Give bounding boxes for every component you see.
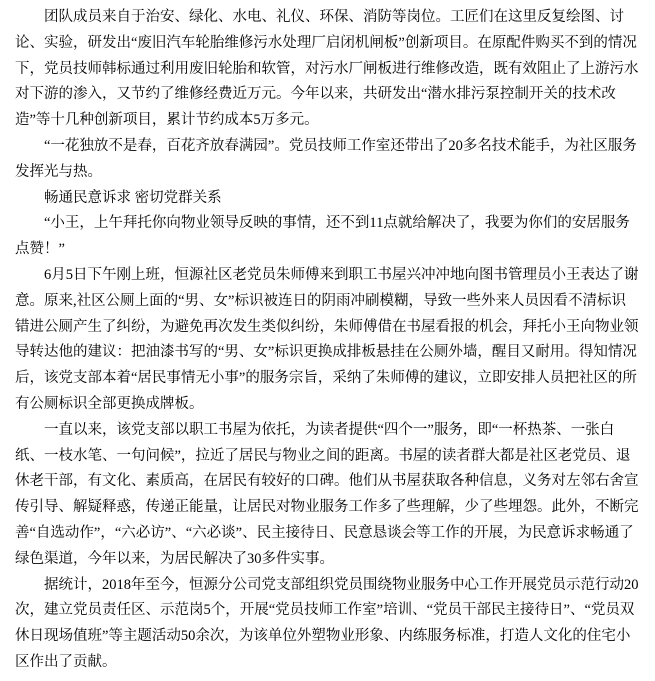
paragraph-team-members: 团队成员来自于治安、绿化、水电、礼仪、环保、消防等岗位。工匠们在这里反复绘图、讨论、实验，研发出“废旧汽车轮胎维修污水处理厂启闭机闸板”创新项目。在原配件购买不到的情况下，党员技师韩标通过利用废旧轮胎和软管，对污水厂闸板进行维修改造，既有效阻止了上游污水对下游的渗入，又节约了维修经费近万元。今年以来，共研发出“潜水排污泵控制开关的技术改造”等十几种创新项目，累计节约成本5万多元。 xyxy=(15,9,639,129)
paragraph-xiaowang-quote: “小王，上午拜托你向物业领导反映的事情，还不到11点就给解决了，我要为你们的安居服务点赞！” xyxy=(15,215,630,258)
section-heading-public-opinion: 畅通民意诉求 密切党群关系 xyxy=(44,189,222,206)
paragraph-reading-room-service: 一直以来，该党支部以职工书屋为依托，为读者提供“四个一”服务，即“一杯热茶、一张白纸、一枝水笔、一句问候”，拉近了居民与物业之间的距离。书屋的读者群大都是社区老党员、退休老干部，有文化、素质高，在居民有较好的口碑。他们从书屋获取各种信息，义务对左邻右舍宣传引导、解疑释惑，传递正能量，让居民对物业服务工作多了些理解，少了些埋怨。此外，不断完善“自选动作”，“六必访”、“六必谈”、民主接待日、民意恳谈会等工作的开展，为民意诉求畅通了绿色渠道，今年以来，为居民解决了30多件实事。 xyxy=(15,421,639,567)
paragraph-statistics-summary: 据统计，2018年至今，恒源分公司党支部组织党员围绕物业服务中心工作开展党员示范行动20次，建立党员责任区、示范岗5个，开展“党员技师工作室”培训、“党员干部民主接待日”、“党员双休日现场值班”等主题活动50余次，为该单位外塑物业形象、内练服务标准，打造人文化的住宅小区作出了贡献。 xyxy=(15,576,639,670)
paragraph-restroom-sign-story: 6月5日下午刚上班，恒源社区老党员朱师傅来到职工书屋兴冲冲地向图书管理员小王表达了谢意。原来,社区公厕上面的“男、女”标识被连日的阴雨冲刷模糊，导致一些外来人员因看不清标识错进公厕产生了纠纷，为避免再次发生类似纠纷，朱师傅借在书屋看报的机会，拜托小王向物业领导转达他的建议：把油漆书写的“男、女”标识更换成排板悬挂在公厕外墙，醒目又耐用。得知情况后，该党支部本着“居民事情无小事”的服务宗旨，采纳了朱师傅的建议，立即安排人员把社区的所有公厕标识全部更换成牌板。 xyxy=(15,266,639,412)
paragraph-flower-quote: “一花独放不是春，百花齐放春满园”。党员技师工作室还带出了20多名技术能手，为社区服务发挥光与热。 xyxy=(15,137,637,180)
